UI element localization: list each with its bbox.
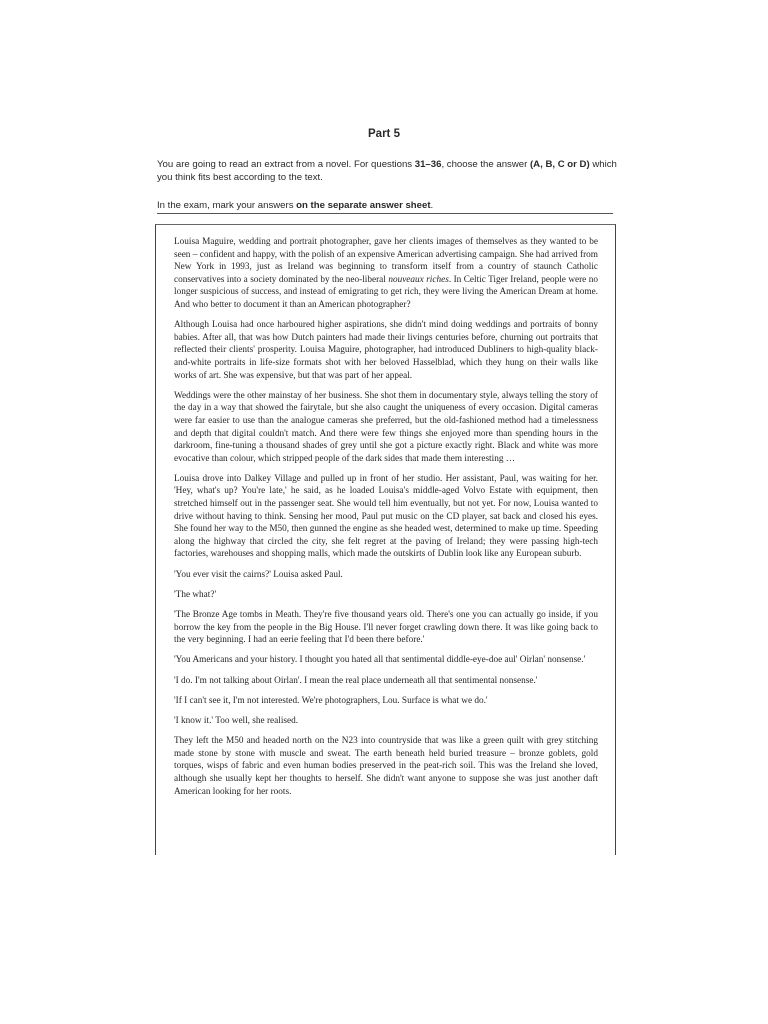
paragraph-text: . In Celtic Tiger Ireland, people were no longer suspicious of success, and instead of emigrating to get rich, they were living the American Dream at home. And who better to document it than an American photographer? [174, 274, 598, 310]
part-heading: Part 5 [368, 128, 400, 140]
paragraph: Weddings were the other mainstay of her business. She shot them in documentary style, always telling the story of the day in a way that showed the fairytale, but she also caught the uniqueness of every occasion. Digital cameras were far easier to use than the analogue cameras she preferred, but the old-fashioned method had a timelessness and depth that digital couldn't match. And there were few things she enjoyed more than spending hours in the darkroom, fine-tuning a thousand shades of grey until she got a picture exactly right. Black and white was more evocative than colour, which stripped people of the dark sides that made them interesting … [174, 390, 598, 464]
divider [157, 213, 613, 214]
paragraph: 'If I can't see it, I'm not interested. We're photographers, Lou. Surface is what we do.' [174, 695, 488, 706]
instruction-text: which you think fits best according to the text. [157, 159, 617, 183]
question-range: 31–36 [414, 159, 442, 170]
italic-phrase: nouveaux riches [388, 274, 449, 285]
passage-text [174, 236, 598, 806]
paragraph: 'The Bronze Age tombs in Meath. They're five thousand years old. There's one you can actually go inside, if you borrow the key from the people in the Big House. I'll never forget crawling down there. It was like going back to the very beginning. I had an eerie feeling that I'd been there before.' [174, 610, 598, 646]
paragraph: Louisa drove into Dalkey Village and pulled up in front of her studio. Her assistant, Paul, was waiting for her. 'Hey, what's up? You're late,' he said, as he loaded Louisa's middle-aged Volvo Estate with equipment, then stretched himself out in the passenger seat. She would tell him eventually, but not yet. For now, Louisa wanted to drive without having to think. Sensing her mood, Paul put music on the CD player, sat back and closed his eyes. She found her way to the M50, then gunned the engine as she headed west, determined to make up time. Speeding along the highway that circled the city, she felt regret at the paving of Ireland; they were passing high-tech factories, warehouses and shopping malls, which made the outskirts of Dublin look like any European suburb. [174, 473, 598, 560]
instruction-text: , choose the answer [441, 159, 530, 170]
instructions [157, 158, 617, 212]
instruction-questions [157, 158, 617, 184]
paragraph: 'I do. I'm not talking about Oirlan'. I mean the real place underneath all that sentimental nonsense.' [174, 675, 538, 686]
paragraph: 'You ever visit the cairns?' Louisa asked Paul. [174, 569, 343, 580]
instruction-text: In the exam, mark your answers [157, 200, 297, 211]
paragraph: They left the M50 and headed north on the N23 into countryside that was like a green quilt with grey stitching made stone by stone with muscle and sweat. The earth beneath held buried treasure – bronze goblets, gold torques, wisps of fabric and even human bodies preserved in the peat-rich soil. This was the Ireland she loved, although she usually kept her thoughts to herself. She didn't want anyone to suppose she was just another daft American looking for her roots. [174, 736, 598, 797]
paragraph: 'You Americans and your history. I thought you hated all that sentimental diddle-eye-doe aul' Oirlan' nonsense.' [174, 655, 586, 666]
answer-options: (A, B, C or D) [529, 159, 590, 170]
paragraph: 'The what?' [174, 589, 217, 600]
paragraph: 'I know it.' Too well, she realised. [174, 715, 299, 726]
answer-sheet-emphasis: on the separate answer sheet [296, 200, 431, 211]
instruction-text: You are going to read an extract from a novel. For questions [157, 159, 415, 170]
paragraph: Although Louisa had once harboured higher aspirations, she didn't mind doing weddings and portraits of bonny babies. After all, that was how Dutch painters had made their livings centuries before, churning out portraits that reflected their clients' prosperity. Louisa Maguire, photographer, had introduced Dubliners to high-quality black-and-white portraits in life-size formats shot with her beloved Hasselblad, which they hung on their walls like works of art. She was expensive, but that was part of her appeal. [174, 320, 598, 381]
instruction-answer-sheet [157, 199, 617, 212]
instruction-text: . [430, 200, 434, 211]
paragraph [174, 236, 598, 312]
paragraph-text: Louisa Maguire, wedding and portrait photographer, gave her clients images of themselves as they wanted to be seen – confident and happy, with the polish of an expensive American advertising campaign. She had arrived from New York in 1993, just as Ireland was beginning to transform itself from a country of staunch Catholic conservatives into a society dominated by the neo-liberal [174, 237, 598, 285]
